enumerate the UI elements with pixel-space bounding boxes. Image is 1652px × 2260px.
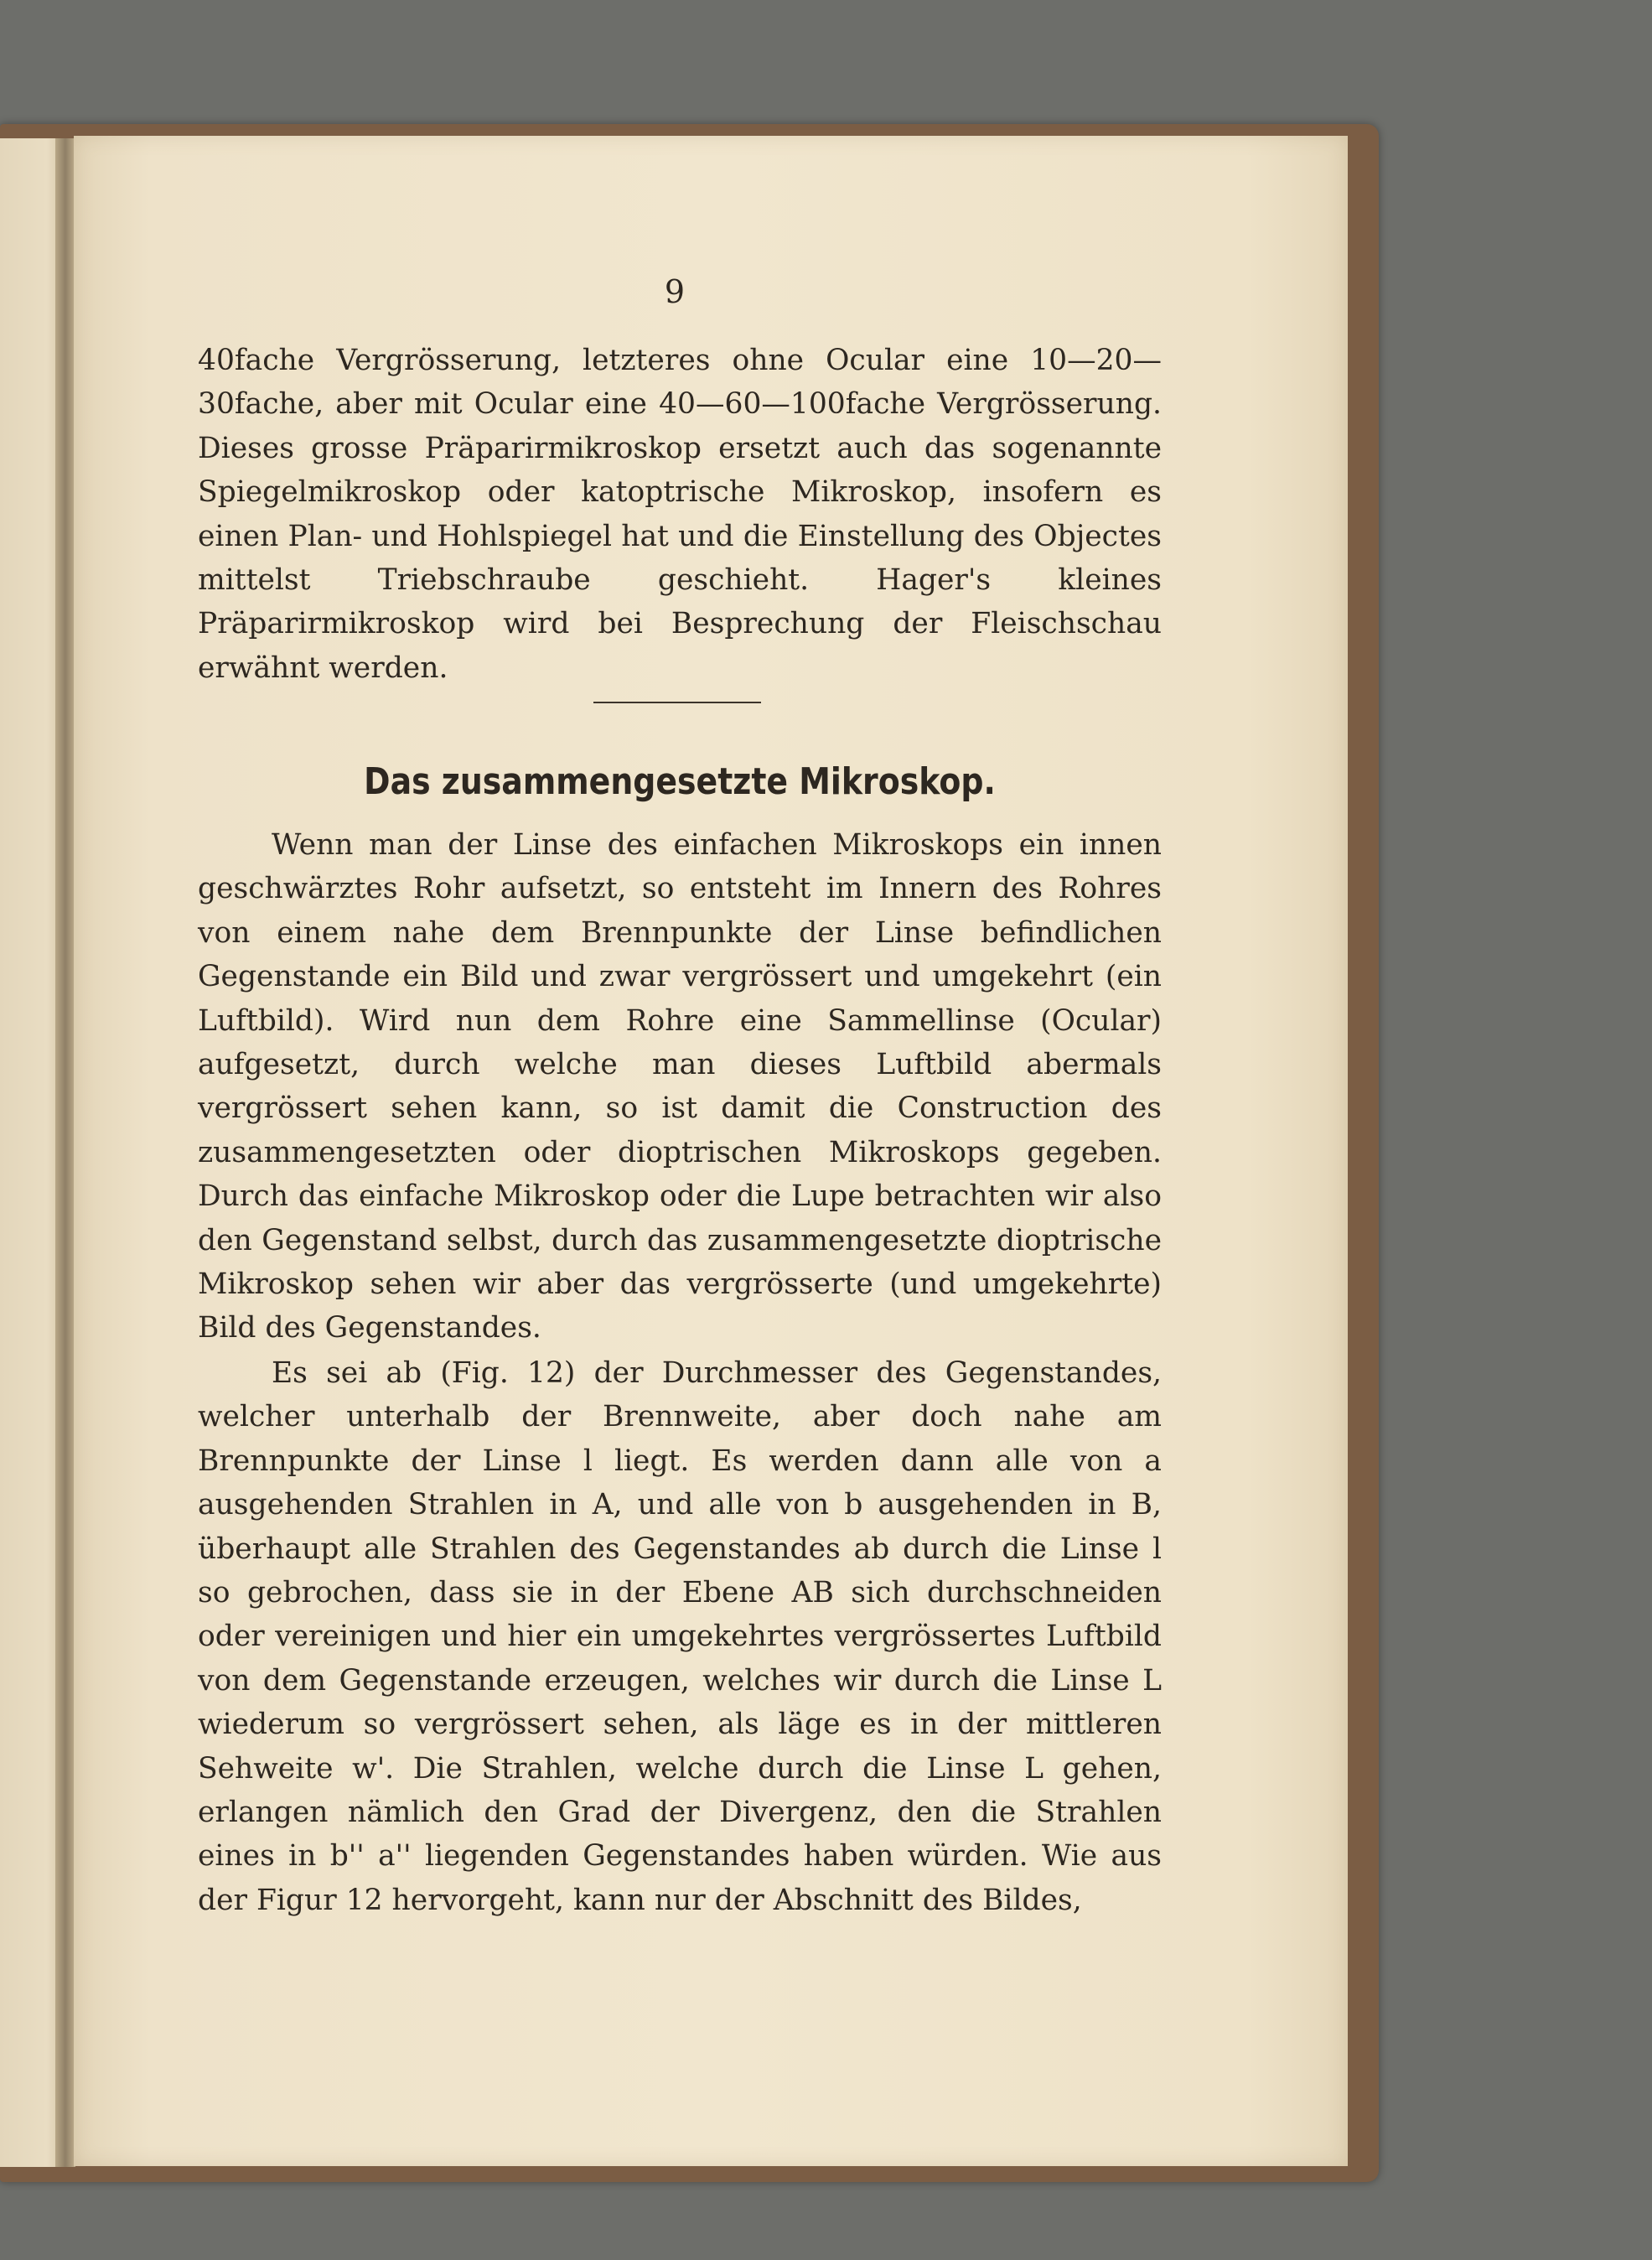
page-number: 9 [664,273,686,310]
paragraph-1: 40fache Vergrösserung, letzteres ohne Ocular eine 10—20—30fache, aber mit Ocular eine 40—60—100fache Vergrösserung. Dieses grosse Präparirmikroskop ersetzt auch das sogenannte Spiegelmikroskop oder katoptrische Mikroskop, insofern es einen Plan- und Hohlspiegel hat und die Einstellung des Objectes mittelst Triebschraube geschieht. Hager's kleines Präparirmikroskop wird bei Besprechung der Fleischschau erwähnt werden. [198,344,1162,685]
paragraph-3: Es sei ab (Fig. 12) der Durchmesser des Gegenstandes, welcher unterhalb der Brennweite, aber doch nahe am Brennpunkte der Linse l liegt. Es werden dann alle von a ausgehenden Strahlen in A, und alle von b ausgehenden in B, überhaupt alle Strahlen des Gegenstandes ab durch die Linse l so gebrochen, dass sie in der Ebene AB sich durchschneiden oder vereinigen und hier ein umgekehrtes vergrössertes Luftbild von dem Gegenstande erzeugen, welches wir durch die Linse L wiederum so vergrössert sehen, als läge es in der mittleren Sehweite w'. Die Strahlen, welche durch die Linse L gehen, erlangen nämlich den Grad der Divergenz, den die Strahlen eines in b'' a'' liegenden Gegenstandes haben würden. Wie aus der Figur 12 hervorgeht, kann nur der Abschnitt des Bildes, [198,1356,1162,1917]
paragraph-2: Wenn man der Linse des einfachen Mikroskops ein innen geschwärztes Rohr aufsetzt, so entsteht im Innern des Rohres von einem nahe dem Brennpunkte der Linse befindlichen Gegenstande ein Bild und zwar vergrössert und umgekehrt (ein Luftbild). Wird nun dem Rohre eine Sammellinse (Ocular) aufgesetzt, durch welche man dieses Luftbild abermals vergrössert sehen kann, so ist damit die Construction des zusammengesetzten oder dioptrischen Mikroskops gegeben. Durch das einfache Mikroskop oder die Lupe betrachten wir also den Gegenstand selbst, durch das zusammengesetzte dioptrische Mikroskop sehen wir aber das vergrösserte (und umgekehrte) Bild des Gegenstandes. [198,828,1162,1345]
section-divider [593,702,761,703]
book-gutter [55,138,75,2167]
section-heading: Das zusammengesetzte Mikroskop. [364,760,996,803]
